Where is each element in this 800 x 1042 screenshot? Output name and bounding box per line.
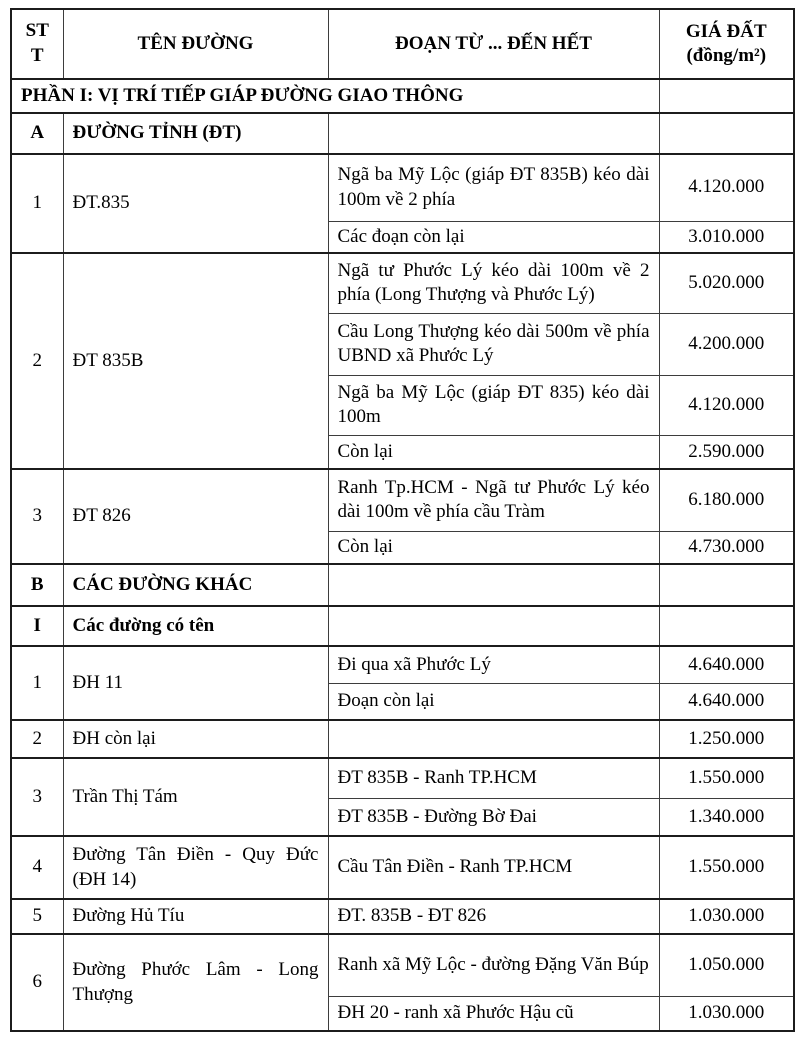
segment-cell: Cầu Long Thượng kéo dài 500m về phía UBND xã Phước Lý — [328, 313, 659, 375]
price-cell: 4.640.000 — [659, 646, 794, 683]
col-header-price — [659, 9, 794, 79]
price-cell: 1.030.000 — [659, 899, 794, 934]
stt-cell: 5 — [11, 899, 63, 934]
price-cell: 6.180.000 — [659, 469, 794, 531]
price-cell: 5.020.000 — [659, 253, 794, 313]
segment-cell — [328, 720, 659, 758]
stt-cell: 2 — [11, 253, 63, 469]
price-header-title: GIÁ ĐẤT — [685, 21, 767, 43]
segment-cell: ĐT. 835B - ĐT 826 — [328, 899, 659, 934]
table-row — [11, 646, 794, 683]
price-cell — [659, 606, 794, 646]
group-label: Các đường có tên — [63, 606, 328, 646]
stt-cell: A — [11, 113, 63, 154]
street-cell: ĐT 835B — [63, 253, 328, 469]
segment-cell: Ranh xã Mỹ Lộc - đường Đặng Văn Búp — [328, 934, 659, 996]
group-row — [11, 564, 794, 606]
stt-cell: 4 — [11, 836, 63, 899]
stt-cell: 6 — [11, 934, 63, 1031]
segment-cell: Còn lại — [328, 531, 659, 564]
street-cell: ĐH còn lại — [63, 720, 328, 758]
price-cell: 1.550.000 — [659, 758, 794, 798]
price-cell: 4.120.000 — [659, 154, 794, 221]
price-cell — [659, 79, 794, 113]
stt-cell: 1 — [11, 154, 63, 253]
street-cell: ĐT 826 — [63, 469, 328, 564]
stt-cell: I — [11, 606, 63, 646]
group-row — [11, 113, 794, 154]
price-cell: 1.050.000 — [659, 934, 794, 996]
price-cell: 1.340.000 — [659, 798, 794, 836]
col-header-stt: STT — [11, 9, 63, 79]
group-label: CÁC ĐƯỜNG KHÁC — [63, 564, 328, 606]
segment-cell — [328, 564, 659, 606]
segment-cell: Đoạn còn lại — [328, 683, 659, 720]
stt-cell: B — [11, 564, 63, 606]
table-row — [11, 469, 794, 531]
segment-cell: Ngã ba Mỹ Lộc (giáp ĐT 835) kéo dài 100m — [328, 375, 659, 435]
price-cell — [659, 564, 794, 606]
segment-cell — [328, 606, 659, 646]
street-cell: Đường Hủ Tíu — [63, 899, 328, 934]
price-cell: 4.200.000 — [659, 313, 794, 375]
section-row — [11, 79, 794, 113]
price-cell: 3.010.000 — [659, 221, 794, 253]
street-cell: Đường Phước Lâm - Long Thượng — [63, 934, 328, 1031]
table-row — [11, 253, 794, 313]
segment-cell: Đi qua xã Phước Lý — [328, 646, 659, 683]
price-cell: 2.590.000 — [659, 435, 794, 469]
street-cell: ĐT.835 — [63, 154, 328, 253]
street-cell: Trần Thị Tám — [63, 758, 328, 836]
segment-cell: Ranh Tp.HCM - Ngã tư Phước Lý kéo dài 100m về phía cầu Tràm — [328, 469, 659, 531]
price-cell — [659, 113, 794, 154]
stt-cell: 2 — [11, 720, 63, 758]
group-label: ĐƯỜNG TỈNH (ĐT) — [63, 113, 328, 154]
price-header-unit: (đồng/m²) — [686, 45, 767, 66]
segment-cell: Còn lại — [328, 435, 659, 469]
segment-cell: Ngã ba Mỹ Lộc (giáp ĐT 835B) kéo dài 100m về 2 phía — [328, 154, 659, 221]
table-header-row — [11, 9, 794, 79]
price-cell: 1.250.000 — [659, 720, 794, 758]
price-cell: 1.030.000 — [659, 996, 794, 1031]
section-title: PHẦN I: VỊ TRÍ TIẾP GIÁP ĐƯỜNG GIAO THÔNG — [11, 79, 659, 113]
table-row — [11, 934, 794, 996]
col-header-segment: ĐOẠN TỪ ... ĐẾN HẾT — [328, 9, 659, 79]
table-row — [11, 899, 794, 934]
group-row — [11, 606, 794, 646]
price-cell: 4.640.000 — [659, 683, 794, 720]
segment-cell — [328, 113, 659, 154]
table-row — [11, 836, 794, 899]
price-cell: 4.730.000 — [659, 531, 794, 564]
segment-cell: ĐT 835B - Ranh TP.HCM — [328, 758, 659, 798]
street-cell: ĐH 11 — [63, 646, 328, 720]
segment-cell: ĐT 835B - Đường Bờ Đai — [328, 798, 659, 836]
segment-cell: ĐH 20 - ranh xã Phước Hậu cũ — [328, 996, 659, 1031]
stt-cell: 1 — [11, 646, 63, 720]
stt-cell: 3 — [11, 758, 63, 836]
stt-cell: 3 — [11, 469, 63, 564]
segment-cell: Các đoạn còn lại — [328, 221, 659, 253]
segment-cell: Ngã tư Phước Lý kéo dài 100m về 2 phía (Long Thượng và Phước Lý) — [328, 253, 659, 313]
table-row — [11, 154, 794, 221]
price-cell: 1.550.000 — [659, 836, 794, 899]
table-row — [11, 720, 794, 758]
street-cell: Đường Tân Điền - Quy Đức (ĐH 14) — [63, 836, 328, 899]
land-price-table — [10, 8, 795, 1032]
table-row — [11, 758, 794, 798]
price-cell: 4.120.000 — [659, 375, 794, 435]
segment-cell: Cầu Tân Điền - Ranh TP.HCM — [328, 836, 659, 899]
col-header-street: TÊN ĐƯỜNG — [63, 9, 328, 79]
